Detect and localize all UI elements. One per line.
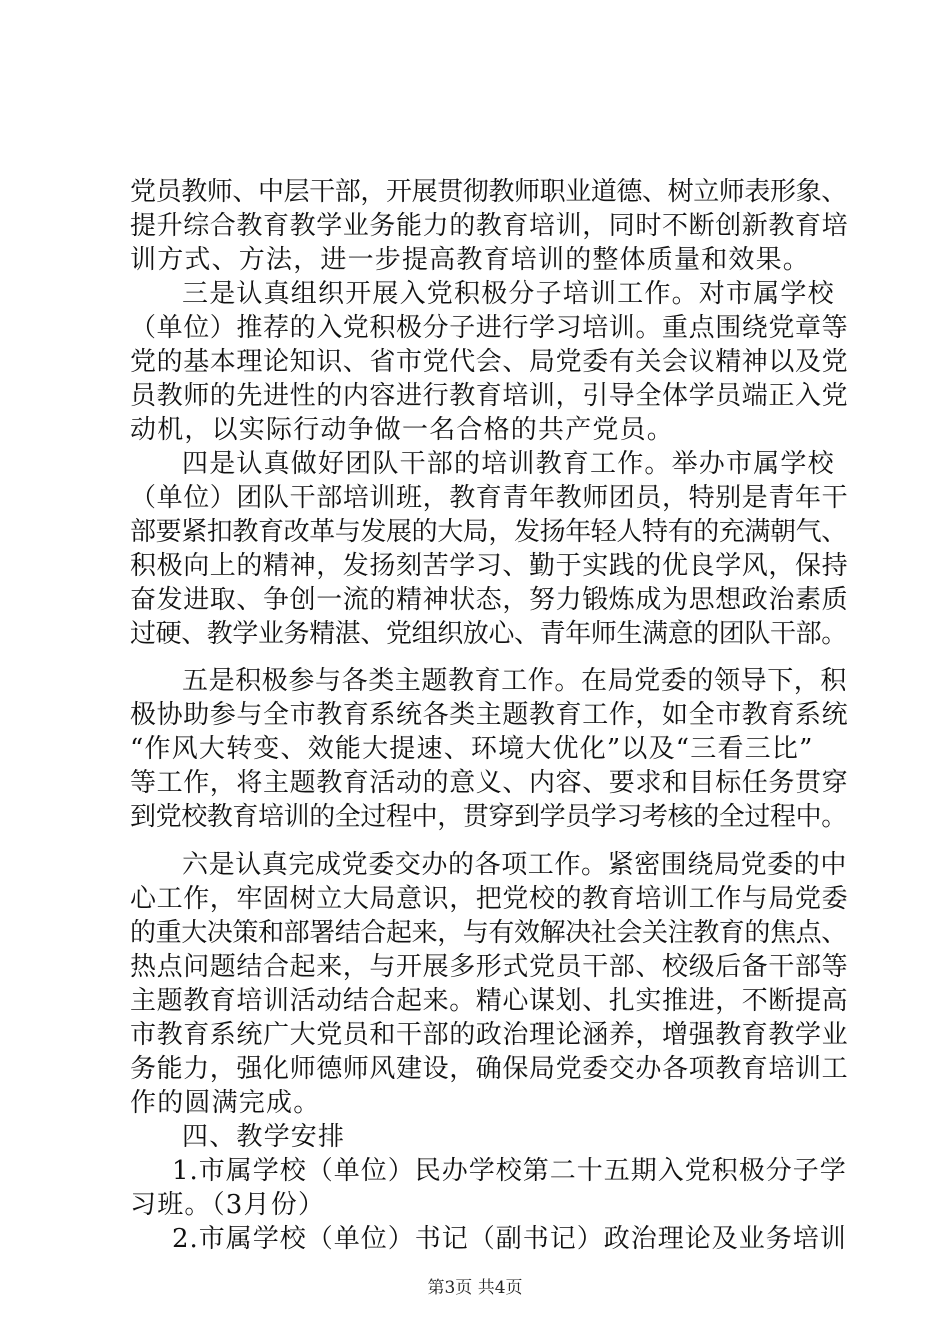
- section-heading: 四、教学安排: [182, 1122, 346, 1152]
- body-text-line: 奋发进取、争创一流的精神状态，努力锻炼成为思想政治素质: [130, 585, 849, 615]
- body-text-line: 党的基本理论知识、省市党代会、局党委有关会议精神以及党: [130, 347, 849, 377]
- page-footer: 第3页 共4页: [427, 1278, 523, 1298]
- body-text-line: 热点问题结合起来，与开展多形式党员干部、校级后备干部等: [130, 952, 849, 982]
- body-text-line: 提升综合教育教学业务能力的教育培训，同时不断创新教育培: [130, 211, 849, 241]
- paragraph-start-line: 六是认真完成党委交办的各项工作。紧密围绕局党委的中: [182, 850, 848, 880]
- paragraph-start-line: 五是积极参与各类主题教育工作。在局党委的领导下，积: [182, 666, 848, 696]
- body-text-line: 部要紧扣教育改革与发展的大局，发扬年轻人特有的充满朝气、: [130, 517, 847, 547]
- body-text-line: 动机，以实际行动争做一名合格的共产党员。: [130, 415, 675, 445]
- body-text-line: 训方式、方法，进一步提高教育培训的整体质量和效果。: [130, 245, 811, 275]
- body-text-line: 等工作，将主题教育活动的意义、内容、要求和目标任务贯穿: [130, 768, 849, 798]
- body-text-line: 党员教师、中层干部，开展贯彻教师职业道德、树立师表形象、: [130, 177, 847, 207]
- body-text-line: 务能力，强化师德师风建设，确保局党委交办各项教育培训工: [130, 1054, 849, 1084]
- body-text-line: 员教师的先进性的内容进行教育培训，引导全体学员端正入党: [130, 381, 849, 411]
- body-text-line: 积极向上的精神，发扬刻苦学习、勤于实践的优良学风，保持: [130, 551, 849, 581]
- body-text-line: 心工作，牢固树立大局意识，把党校的教育培训工作与局党委: [130, 884, 849, 914]
- body-text-line: 作的圆满完成。: [130, 1088, 321, 1118]
- body-text-line: 主题教育培训活动结合起来。精心谋划、扎实推进，不断提高: [130, 986, 849, 1016]
- paragraph-start-line: 四是认真做好团队干部的培训教育工作。举办市属学校: [182, 449, 835, 479]
- list-item: 1.市属学校（单位）民办学校第二十五期入党积极分子学: [172, 1156, 847, 1186]
- body-text-line: 的重大决策和部署结合起来，与有效解决社会关注教育的焦点、: [130, 918, 847, 948]
- paragraph-start-line: 三是认真组织开展入党积极分子培训工作。对市属学校: [182, 279, 835, 309]
- list-item: 2.市属学校（单位）书记（副书记）政治理论及业务培训: [172, 1224, 847, 1254]
- body-text-line: 过硬、教学业务精湛、党组织放心、青年师生满意的团队干部。: [130, 619, 847, 649]
- body-text-line: （单位）团队干部培训班，教育青年教师团员，特别是青年干: [130, 483, 849, 513]
- body-text-line: 到党校教育培训的全过程中，贯穿到学员学习考核的全过程中。: [130, 802, 847, 832]
- body-text-line: “作风大转变、效能大提速、环境大优化”以及“三看三比”: [130, 734, 814, 764]
- body-text-line: （单位）推荐的入党积极分子进行学习培训。重点围绕党章等: [130, 313, 849, 343]
- body-text-line: 极协助参与全市教育系统各类主题教育工作，如全市教育系统: [130, 700, 849, 730]
- list-item-continuation: 习班。（3月份）: [130, 1190, 326, 1220]
- body-text-line: 市教育系统广大党员和干部的政治理论涵养，增强教育教学业: [130, 1020, 849, 1050]
